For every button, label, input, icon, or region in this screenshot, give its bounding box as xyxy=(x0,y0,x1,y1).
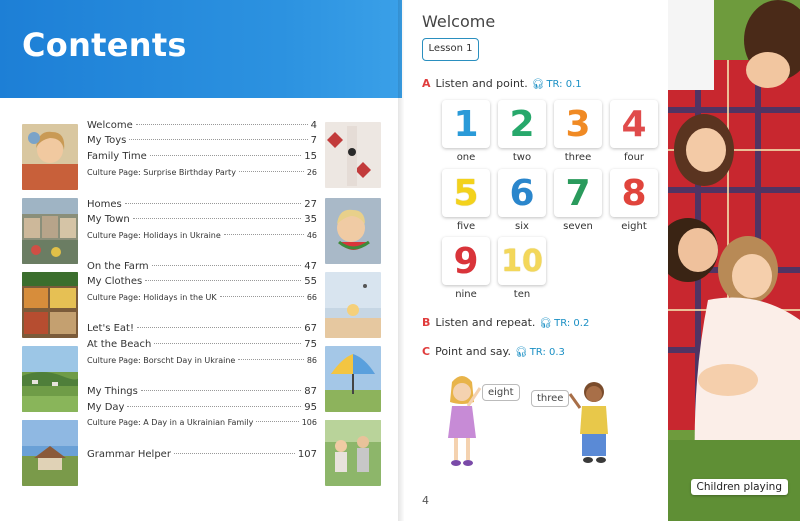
speech-bubble-boy: three xyxy=(531,390,569,407)
number-word: four xyxy=(623,152,645,163)
thumb-market xyxy=(22,272,78,338)
toc-entry[interactable]: My Clothes 55 xyxy=(87,276,317,287)
toc-entry[interactable]: Culture Page: Holidays in the UK 66 xyxy=(87,293,317,302)
activity-a xyxy=(422,77,582,90)
number-card[interactable]: 5 xyxy=(442,169,490,217)
number-card[interactable]: 3 xyxy=(554,100,602,148)
number-card[interactable]: 9 xyxy=(442,237,490,285)
number-card[interactable]: 6 xyxy=(498,169,546,217)
thumb-family xyxy=(325,420,381,486)
headphones-icon: 🎧︎ xyxy=(539,318,553,329)
activity-letter: C xyxy=(422,345,431,358)
thumb-embroidery xyxy=(325,122,381,188)
toc-entry[interactable]: Let's Eat! 67 xyxy=(87,323,317,334)
toc-entry[interactable]: Grammar Helper 107 xyxy=(87,449,317,460)
toc-entry[interactable]: Culture Page: Borscht Day in Ukraine 86 xyxy=(87,356,317,365)
activity-letter: A xyxy=(422,77,431,90)
number-word: six xyxy=(515,221,529,232)
audio-track[interactable]: 🎧︎ TR: 0.3 xyxy=(515,347,565,358)
activity-letter: B xyxy=(422,316,431,329)
toc-entry[interactable]: My Toys 7 xyxy=(87,135,317,146)
headphones-icon: 🎧︎ xyxy=(515,347,528,358)
children-photo xyxy=(668,0,800,521)
toc-entry[interactable]: My Day 95 xyxy=(87,402,317,413)
number-word: three xyxy=(564,152,592,163)
number-card[interactable]: 8 xyxy=(610,169,658,217)
thumb-houses xyxy=(22,198,78,264)
activity-text: Point and say. xyxy=(435,345,511,358)
thumb-beach-sunset xyxy=(325,272,381,338)
number-word: one xyxy=(456,152,476,163)
number-word: two xyxy=(512,152,532,163)
thumb-boy-watermelon xyxy=(325,198,381,264)
activity-b xyxy=(422,316,589,329)
speech-bubble-girl: eight xyxy=(482,384,520,401)
number-word: seven xyxy=(563,221,593,232)
headphones-icon: 🎧︎ xyxy=(531,79,545,90)
contents-title: Contents xyxy=(22,26,187,64)
number-card[interactable]: 1 xyxy=(442,100,490,148)
page-heading: Welcome xyxy=(422,12,496,31)
toc-entry[interactable]: My Town 35 xyxy=(87,214,317,225)
toc-entry[interactable]: Homes 27 xyxy=(87,199,317,210)
toc-entry[interactable]: Culture Page: Holidays in Ukraine 46 xyxy=(87,231,317,240)
activity-text: Listen and repeat. xyxy=(435,316,536,329)
number-word: nine xyxy=(455,289,477,300)
toc-entry[interactable]: At the Beach 75 xyxy=(87,339,317,350)
number-word: ten xyxy=(513,289,531,300)
toc-entry[interactable]: Welcome 4 xyxy=(87,120,317,131)
number-card[interactable]: 4 xyxy=(610,100,658,148)
lesson-badge: Lesson 1 xyxy=(422,38,479,61)
toc-entry[interactable]: On the Farm 47 xyxy=(87,261,317,272)
photo-caption: Children playing xyxy=(691,479,789,495)
thumb-girl-welcome xyxy=(22,124,78,190)
toc-entry[interactable]: My Things 87 xyxy=(87,386,317,397)
activity-text: Listen and point. xyxy=(435,77,528,90)
thumb-umbrella-kids xyxy=(325,346,381,412)
toc-entry[interactable]: Culture Page: A Day in a Ukrainian Family 106 xyxy=(87,418,317,427)
activity-c xyxy=(422,345,565,358)
page-number: 4 xyxy=(422,494,429,507)
children-playing-image xyxy=(668,0,800,521)
number-card[interactable]: 2 xyxy=(498,100,546,148)
kids-illustration xyxy=(434,372,624,472)
number-word: eight xyxy=(621,221,647,232)
contents-banner xyxy=(0,0,402,98)
thumb-village xyxy=(22,346,78,412)
audio-track[interactable]: 🎧︎ TR: 0.2 xyxy=(539,318,590,329)
audio-track[interactable]: 🎧︎ TR: 0.1 xyxy=(531,79,582,90)
number-word: five xyxy=(456,221,476,232)
thumb-cottage xyxy=(22,420,78,486)
number-card[interactable]: 10 xyxy=(498,237,546,285)
welcome-page xyxy=(404,0,668,521)
toc-entry[interactable]: Family Time 15 xyxy=(87,151,317,162)
number-card[interactable]: 7 xyxy=(554,169,602,217)
toc-entry[interactable]: Culture Page: Surprise Birthday Party 26 xyxy=(87,168,317,177)
